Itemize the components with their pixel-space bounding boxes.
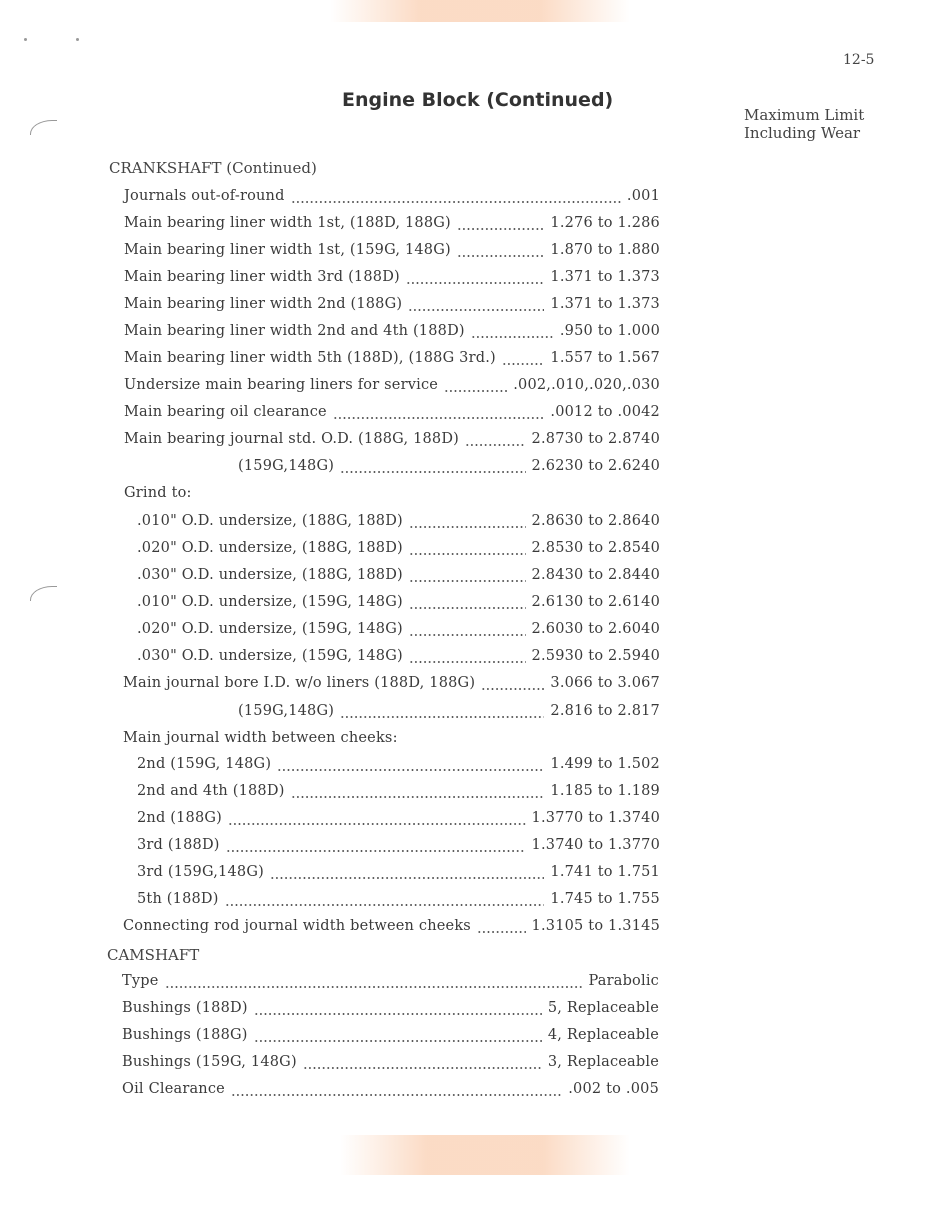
- spec-value: 1.745 to 1.755: [550, 891, 660, 907]
- spec-value: 1.870 to 1.880: [550, 242, 660, 258]
- spec-value: 4, Replaceable: [547, 1027, 659, 1043]
- spec-row: [137, 513, 660, 533]
- spec-value: 1.741 to 1.751: [550, 864, 660, 880]
- leader-dots: [457, 219, 544, 231]
- leader-dots: [409, 571, 526, 583]
- spec-row: [122, 1027, 659, 1047]
- spec-value: 1.3105 to 1.3145: [531, 918, 660, 934]
- spec-label: Main journal width between cheeks:: [123, 730, 398, 746]
- spec-row: [137, 810, 660, 830]
- leader-dots: [409, 625, 526, 637]
- spec-label: .030" O.D. undersize, (159G, 148G): [137, 648, 403, 664]
- spec-label: Oil Clearance: [122, 1081, 225, 1097]
- spec-row: [137, 540, 660, 560]
- leader-dots: [270, 868, 544, 880]
- binder-hole-mark: [30, 586, 57, 601]
- spec-label: Bushings (188D): [122, 1000, 248, 1016]
- leader-dots: [303, 1058, 542, 1070]
- spec-value: 2.6030 to 2.6040: [531, 621, 660, 637]
- leader-dots: [406, 273, 545, 285]
- spec-label: 2nd (159G, 148G): [137, 756, 272, 772]
- leader-dots: [226, 841, 526, 853]
- spec-value: 2.8630 to 2.8640: [531, 513, 660, 529]
- spec-label: Main bearing journal std. O.D. (188G, 188D): [124, 431, 460, 447]
- spec-label: .010" O.D. undersize, (188G, 188D): [137, 513, 403, 529]
- leader-dots: [481, 679, 544, 691]
- leader-dots: [457, 246, 545, 258]
- spec-subheading: [124, 485, 660, 505]
- spec-label: 5th (188D): [137, 891, 219, 907]
- leader-dots: [254, 1031, 542, 1043]
- spec-row: [123, 675, 660, 695]
- paper-speck: [24, 38, 27, 41]
- spec-row: [137, 756, 660, 776]
- spec-row: [122, 1000, 659, 1020]
- leader-dots: [291, 192, 621, 204]
- spec-value: .002 to .005: [568, 1081, 659, 1097]
- spec-label: Bushings (188G): [122, 1027, 248, 1043]
- spec-row: [124, 269, 660, 289]
- section-heading-crankshaft: CRANKSHAFT (Continued): [109, 159, 317, 177]
- spec-label: Main journal bore I.D. w/o liners (188D, 188G): [123, 675, 476, 691]
- spec-row: [124, 377, 660, 397]
- spec-row: [124, 323, 660, 343]
- spec-row: [238, 458, 660, 478]
- spec-value: 2.6130 to 2.6140: [531, 594, 660, 610]
- leader-dots: [291, 787, 545, 799]
- leader-dots: [165, 977, 583, 989]
- leader-dots: [477, 922, 526, 934]
- paper-stain-top: [330, 0, 630, 22]
- leader-dots: [254, 1004, 542, 1016]
- spec-label: Main bearing liner width 1st, (188D, 188G): [124, 215, 451, 231]
- spec-value: 1.276 to 1.286: [550, 215, 660, 231]
- spec-label: Type: [122, 973, 159, 989]
- spec-label: 3rd (159G,148G): [137, 864, 264, 880]
- spec-row: [238, 703, 660, 723]
- spec-value: Parabolic: [588, 973, 659, 989]
- spec-row: [124, 188, 660, 208]
- spec-label: Bushings (159G, 148G): [122, 1054, 297, 1070]
- paper-speck: [76, 38, 79, 41]
- spec-label: Main bearing liner width 1st, (159G, 148G): [124, 242, 451, 258]
- spec-row: [123, 918, 660, 938]
- spec-value: 5, Replaceable: [547, 1000, 659, 1016]
- spec-value: 2.8530 to 2.8540: [531, 540, 660, 556]
- spec-value: 2.8430 to 2.8440: [531, 567, 660, 583]
- spec-row: [137, 594, 660, 614]
- spec-value: 1.185 to 1.189: [550, 783, 660, 799]
- spec-label: Connecting rod journal width between cheeks: [123, 918, 471, 934]
- spec-value: .001: [626, 188, 660, 204]
- leader-dots: [277, 760, 544, 772]
- spec-label: Main bearing liner width 2nd (188G): [124, 296, 403, 312]
- spec-value: 2.5930 to 2.5940: [531, 648, 660, 664]
- spec-label: Main bearing oil clearance: [124, 404, 327, 420]
- leader-dots: [333, 408, 545, 420]
- spec-value: 1.557 to 1.567: [550, 350, 660, 366]
- spec-label: .020" O.D. undersize, (188G, 188D): [137, 540, 403, 556]
- spec-row: [137, 621, 660, 641]
- spec-value: .002,.010,.020,.030: [513, 377, 660, 393]
- page-number: 12-5: [843, 52, 875, 68]
- spec-value: 1.499 to 1.502: [550, 756, 660, 772]
- spec-row: [137, 864, 660, 884]
- column-header-line: Maximum Limit: [744, 106, 865, 124]
- spec-value: 3, Replaceable: [547, 1054, 659, 1070]
- spec-row: [122, 1054, 659, 1074]
- spec-row: [124, 215, 660, 235]
- spec-label: 2nd and 4th (188D): [137, 783, 285, 799]
- spec-label: Main bearing liner width 5th (188D), (188G 3rd.): [124, 350, 496, 366]
- leader-dots: [228, 814, 526, 826]
- spec-label: (159G,148G): [238, 703, 335, 719]
- spec-value: 2.816 to 2.817: [550, 703, 660, 719]
- leader-dots: [409, 598, 526, 610]
- spec-row: [137, 891, 660, 911]
- spec-value: 1.3740 to 1.3770: [531, 837, 660, 853]
- spec-label: 2nd (188G): [137, 810, 223, 826]
- spec-row: [124, 404, 660, 424]
- leader-dots: [231, 1085, 562, 1097]
- spec-row: [124, 431, 660, 451]
- spec-row: [122, 973, 659, 993]
- spec-value: 2.6230 to 2.6240: [531, 458, 660, 474]
- spec-row: [122, 1081, 659, 1101]
- spec-value: 2.8730 to 2.8740: [531, 431, 660, 447]
- spec-label: Undersize main bearing liners for service: [124, 377, 439, 393]
- spec-label: 3rd (188D): [137, 837, 220, 853]
- spec-row: [124, 242, 660, 262]
- spec-label: Journals out-of-round: [124, 188, 285, 204]
- spec-value: 1.371 to 1.373: [550, 296, 660, 312]
- spec-label: .020" O.D. undersize, (159G, 148G): [137, 621, 403, 637]
- spec-value: 1.3770 to 1.3740: [531, 810, 660, 826]
- spec-label: .030" O.D. undersize, (188G, 188D): [137, 567, 403, 583]
- leader-dots: [340, 707, 544, 719]
- spec-value: 1.371 to 1.373: [550, 269, 660, 285]
- leader-dots: [340, 462, 525, 474]
- spec-row: [137, 567, 660, 587]
- spec-value: .950 to 1.000: [559, 323, 660, 339]
- binder-hole-mark: [30, 120, 57, 135]
- leader-dots: [471, 327, 554, 339]
- spec-label: .010" O.D. undersize, (159G, 148G): [137, 594, 403, 610]
- spec-label: Main bearing liner width 3rd (188D): [124, 269, 400, 285]
- spec-row: [137, 648, 660, 668]
- column-header-max-limit: [744, 106, 864, 142]
- spec-label: Main bearing liner width 2nd and 4th (188D): [124, 323, 465, 339]
- spec-label: Grind to:: [124, 485, 192, 501]
- paper-stain-bottom: [340, 1135, 630, 1175]
- leader-dots: [225, 895, 545, 907]
- leader-dots: [408, 300, 544, 312]
- spec-label: (159G,148G): [238, 458, 335, 474]
- spec-subheading: [123, 730, 660, 750]
- section-heading-camshaft: CAMSHAFT: [107, 946, 200, 964]
- leader-dots: [409, 652, 526, 664]
- page-title: Engine Block (Continued): [342, 89, 614, 111]
- spec-row: [137, 837, 660, 857]
- spec-value: .0012 to .0042: [550, 404, 660, 420]
- leader-dots: [409, 517, 526, 529]
- spec-row: [124, 296, 660, 316]
- leader-dots: [409, 544, 526, 556]
- leader-dots: [502, 354, 545, 366]
- column-header-line: Including Wear: [744, 124, 861, 142]
- spec-value: 3.066 to 3.067: [550, 675, 660, 691]
- leader-dots: [465, 435, 526, 447]
- spec-row: [124, 350, 660, 370]
- leader-dots: [444, 381, 507, 393]
- spec-row: [137, 783, 660, 803]
